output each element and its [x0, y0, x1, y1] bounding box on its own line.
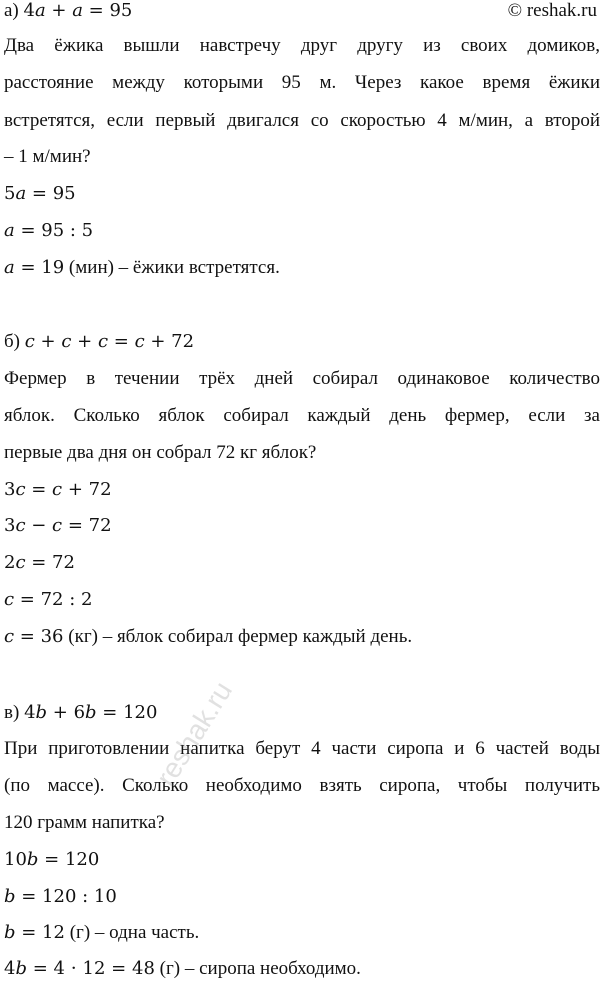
reshak-watermark: reshak.ru	[150, 676, 239, 792]
part-v-problem-line-2: (по массе). Сколько необходимо взять сиропа, чтобы получить	[4, 775, 600, 796]
part-a-answer	[4, 257, 280, 279]
part-v-final-math: 4𝑏 = 4 ⋅ 12 = 48	[4, 958, 155, 979]
part-v-final-text: (г) – сиропа необходимо.	[154, 958, 361, 979]
part-b-answer	[4, 626, 412, 648]
part-a-label: а)	[4, 0, 19, 21]
part-b-step-4: 𝑐 = 72 : 2	[4, 589, 93, 610]
part-a-problem-line-4: – 1 м/мин?	[4, 146, 91, 167]
part-a-heading	[4, 0, 132, 22]
part-v-answer-text: (г) – одна часть.	[64, 922, 200, 943]
part-b-heading	[4, 331, 194, 353]
part-b-step-3: 2𝑐 = 72	[4, 552, 75, 573]
part-a-problem-line-3: встретятся, если первый двигался со скоростью 4 м/мин, а второй	[4, 110, 600, 131]
part-b-answer-text: (кг) – яблок собирал фермер каждый день.	[63, 626, 413, 647]
part-v-answer	[4, 922, 199, 944]
part-a-problem-line-1: Два ёжика вышли навстречу друг другу из своих домиков,	[4, 35, 600, 56]
part-a-answer-math: 𝑎 = 19	[4, 257, 65, 278]
part-v-final	[4, 958, 361, 980]
part-v-answer-math: 𝑏 = 12	[4, 922, 65, 943]
part-b-label: б)	[4, 331, 20, 352]
part-b-step-2: 3𝑐 − 𝑐 = 72	[4, 515, 112, 536]
copyright-text: © reshak.ru	[507, 0, 597, 21]
part-v-problem-line-3: 120 грамм напитка?	[4, 812, 165, 833]
part-v-step-2: 𝑏 = 120 : 10	[4, 886, 117, 907]
part-a-step-2: 𝑎 = 95 : 5	[4, 220, 94, 241]
part-v-equation: 4𝑏 + 6𝑏 = 120	[24, 702, 158, 723]
part-a-equation: 4𝑎 + 𝑎 = 95	[23, 0, 133, 21]
part-b-problem-line-1: Фермер в течении трёх дней собирал одинаковое количество	[4, 368, 600, 389]
part-v-problem-line-1: При приготовлении напитка берут 4 части сиропа и 6 частей воды	[4, 738, 600, 759]
part-b-answer-math: 𝑐 = 36	[4, 626, 64, 647]
part-v-label: в)	[4, 702, 20, 723]
part-a-step-1: 5𝑎 = 95	[4, 183, 76, 204]
part-a-answer-text: (мин) – ёжики встретятся.	[64, 257, 280, 278]
part-a-problem-line-2: расстояние между которыми 95 м. Через какое время ёжики	[4, 72, 600, 93]
part-b-equation: 𝑐 + 𝑐 + 𝑐 = 𝑐 + 72	[24, 331, 195, 352]
part-v-step-1: 10𝑏 = 120	[4, 849, 100, 870]
part-b-problem-line-2: яблок. Сколько яблок собирал каждый день фермер, если за	[4, 405, 600, 426]
part-b-step-1: 3𝑐 = 𝑐 + 72	[4, 479, 112, 500]
part-b-problem-line-3: первые два дня он собрал 72 кг яблок?	[4, 442, 317, 463]
part-v-heading	[4, 702, 157, 724]
